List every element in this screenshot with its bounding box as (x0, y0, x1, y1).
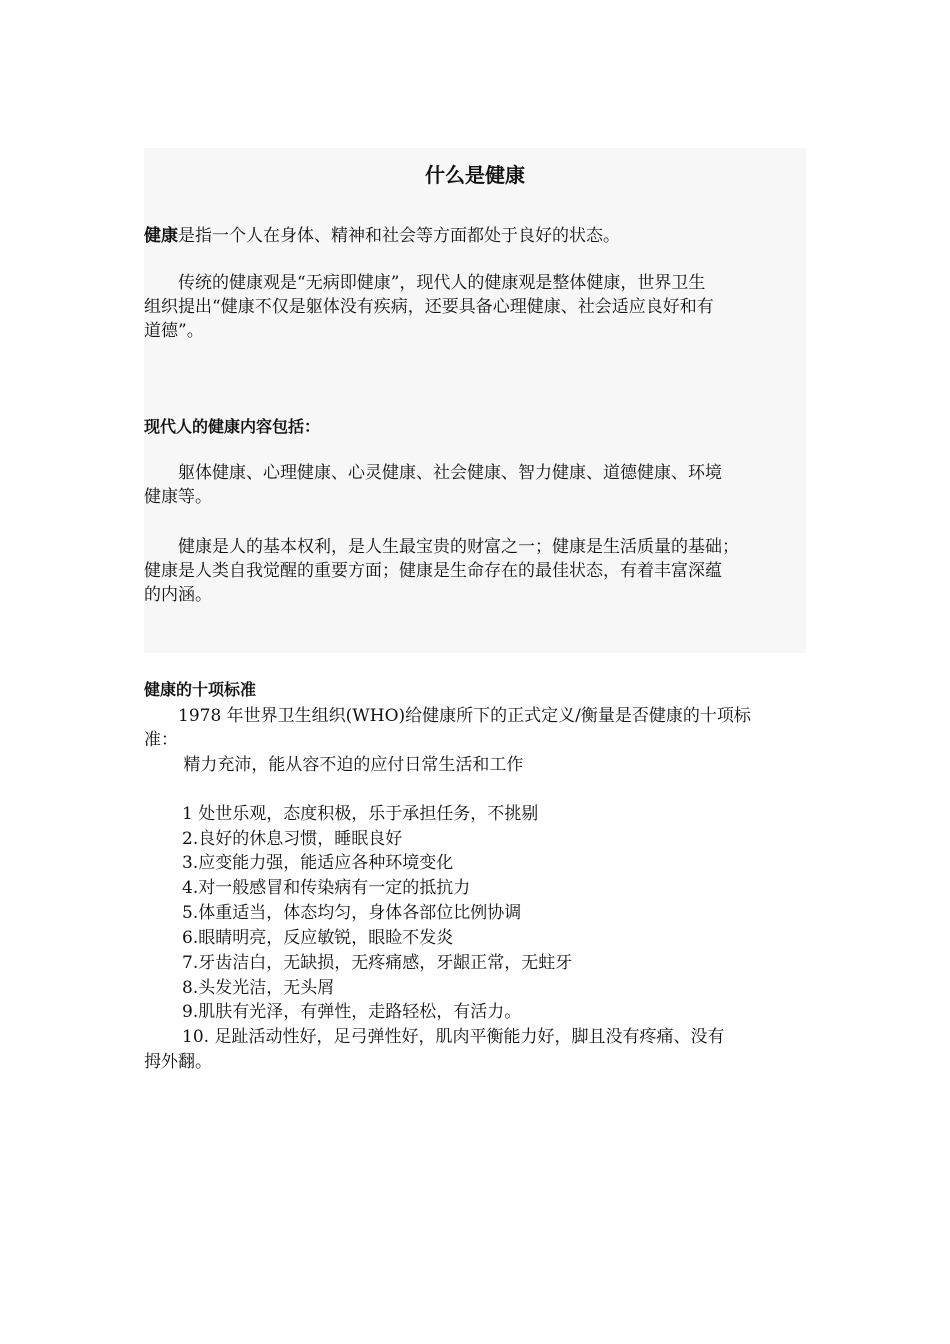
list-item: 5.体重适当，体态均匀，身体各部位比例协调 (182, 903, 522, 923)
traditional-view-line-3: 道德”。 (144, 321, 204, 341)
list-item: 6.眼睛明亮，反应敏锐，眼睑不发炎 (182, 928, 454, 948)
list-item: 3.应变能力强，能适应各种环境变化 (182, 853, 454, 873)
standards-intro-line-2: 准： (144, 730, 178, 750)
traditional-view-line-2: 组织提出“健康不仅是躯体没有疾病，还要具备心理健康、社会适应良好和有 (144, 297, 714, 317)
definition-term: 健康 (144, 226, 178, 246)
list-item: 10. 足趾活动性好，足弓弹性好，肌肉平衡能力好，脚且没有疼痛、没有 (182, 1027, 725, 1047)
ten-standards-heading: 健康的十项标准 (144, 680, 257, 699)
health-rights-line-3: 的内涵。 (144, 585, 212, 605)
list-item: 2.良好的休息习惯，睡眠良好 (182, 829, 403, 849)
list-item: 4.对一般感冒和传染病有一定的抵抗力 (182, 878, 471, 898)
page-title: 什么是健康 (425, 163, 525, 187)
list-item: 1 处世乐观，态度积极，乐于承担任务，不挑剔 (182, 804, 539, 824)
health-content-line-1: 躯体健康、心理健康、心灵健康、社会健康、智力健康、道德健康、环境 (144, 463, 722, 483)
health-rights-line-1: 健康是人的基本权利，是人生最宝贵的财富之一；健康是生活质量的基础； (144, 537, 739, 557)
list-item: 7.牙齿洁白，无缺损，无疼痛感，牙龈正常，无蛀牙 (182, 953, 573, 973)
definition-text: 是指一个人在身体、精神和社会等方面都处于良好的状态。 (178, 226, 620, 246)
standards-first-item: 精力充沛，能从容不迫的应付日常生活和工作 (144, 755, 524, 775)
list-item: 8.头发光洁，无头屑 (182, 978, 335, 998)
list-item: 9.肌肤有光泽，有弹性，走路轻松，有活力。 (182, 1002, 522, 1022)
health-rights-line-2: 健康是人类自我觉醒的重要方面；健康是生命存在的最佳状态，有着丰富深蕴 (144, 561, 722, 581)
standards-intro-line-1: 1978 年世界卫生组织(WHO)给健康所下的正式定义/衡量是否健康的十项标 (144, 706, 751, 726)
list-item-continuation: 拇外翻。 (144, 1052, 212, 1072)
health-content-line-2: 健康等。 (144, 487, 212, 507)
traditional-view-line-1: 传统的健康观是“无病即健康”，现代人的健康观是整体健康，世界卫生 (144, 273, 706, 293)
modern-health-heading: 现代人的健康内容包括： (144, 417, 321, 436)
definition-paragraph (144, 224, 620, 248)
